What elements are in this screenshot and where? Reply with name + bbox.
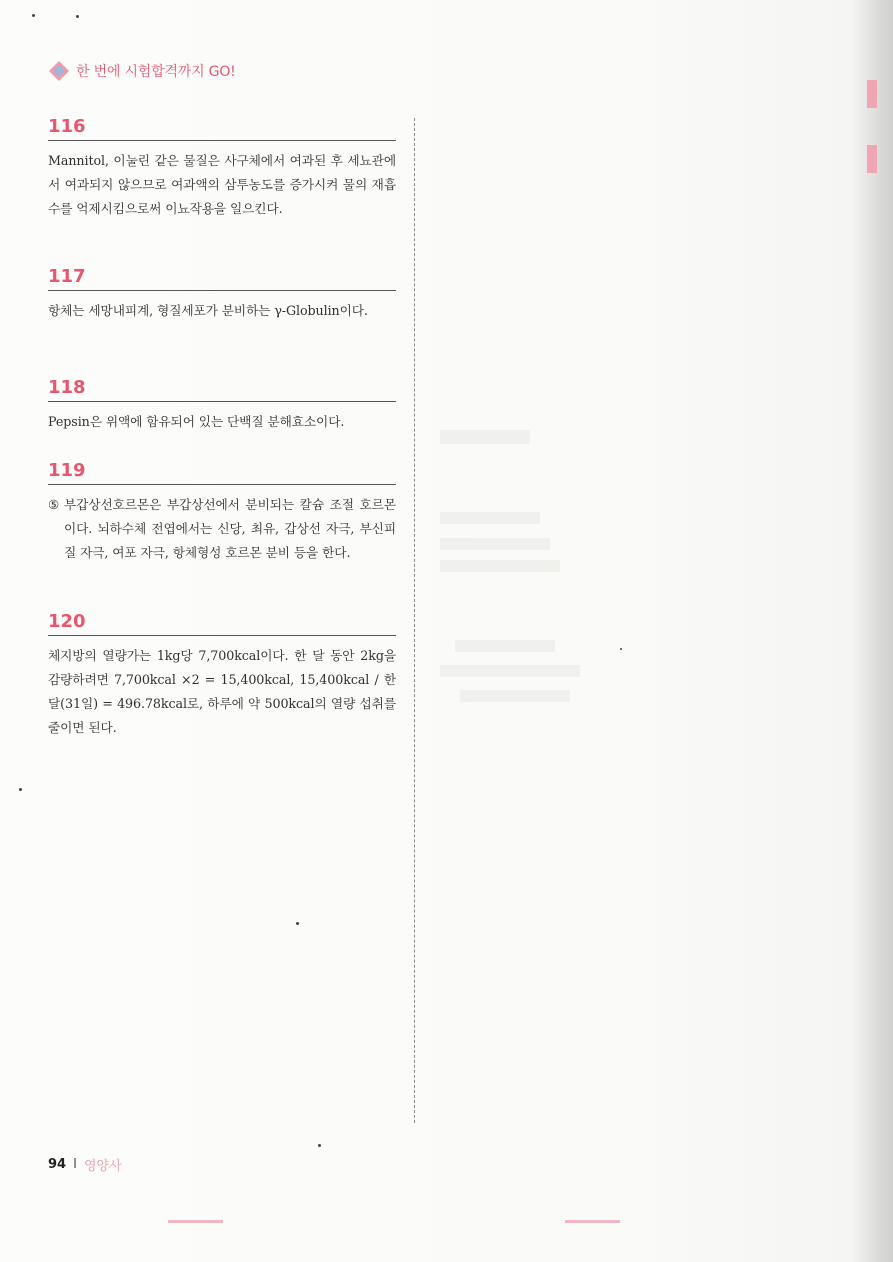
- question-rule: [48, 484, 396, 485]
- page-binding-shadow: [853, 0, 893, 1262]
- bleed-through-text: [440, 560, 560, 572]
- bleed-through-text: [460, 690, 570, 702]
- bleed-through-text: [440, 665, 580, 677]
- question-number: 119: [48, 460, 86, 481]
- question-number: 120: [48, 611, 86, 632]
- bleed-through-text: [455, 640, 555, 652]
- page-footer: [48, 1155, 122, 1174]
- answer-block-119: [48, 460, 396, 565]
- answer-block-120: [48, 611, 396, 740]
- answer-text: 항체는 세망내피계, 형질세포가 분비하는 γ-Globulin이다.: [48, 303, 368, 318]
- answer-text: Pepsin은 위액에 함유되어 있는 단백질 분해효소이다.: [48, 414, 345, 429]
- question-rule: [48, 401, 396, 402]
- answer-text: 체지방의 열량가는 1kg당 7,700kcal이다. 한 달 동안 2kg을 감량하려면 7,700kcal ×2 = 15,400kcal, 15,400kcal / 한 달(31일) = 496.78kcal로, 하루에 약 500kcal의 열량 섭취를 줄이면 된다.: [48, 648, 396, 735]
- question-rule: [48, 290, 396, 291]
- bleed-through-text: [440, 512, 540, 524]
- bleed-through-text: [440, 430, 530, 444]
- question-number: 118: [48, 377, 86, 398]
- question-number: 117: [48, 266, 86, 287]
- answer-text: Mannitol, 이눌린 같은 물질은 사구체에서 여과된 후 세뇨관에서 여과되지 않으므로 여과액의 삼투농도를 증가시켜 물의 재흡수를 억제시킴으로써 이뇨작용을 일으킨다.: [48, 153, 396, 216]
- bleed-through-text: [440, 538, 550, 550]
- footer-label: 영양사: [83, 1159, 122, 1174]
- question-rule: [48, 635, 396, 636]
- bleed-through-mark: [565, 1220, 620, 1223]
- answer-block-118: [48, 377, 396, 434]
- answer-choice-marker: ⑤: [48, 497, 60, 512]
- answer-text: 부갑상선호르몬은 부갑상선에서 분비되는 칼슘 조절 호르몬이다. 뇌하수체 전엽에서는 신당, 최유, 갑상선 자극, 부신피질 자극, 여포 자극, 항체형성 호르몬 분비 등을 한다.: [64, 497, 396, 560]
- footer-separator: I: [73, 1157, 77, 1172]
- answer-list-item: [48, 493, 396, 565]
- diamond-icon: [48, 60, 70, 82]
- answer-block-116: [48, 116, 396, 221]
- question-rule: [48, 140, 396, 141]
- header-title: 한 번에 시험합격까지 GO!: [76, 64, 236, 80]
- bleed-through-mark: [168, 1220, 223, 1223]
- answer-block-117: [48, 266, 396, 323]
- chapter-tab-marker: [867, 80, 877, 108]
- page-number: 94: [48, 1157, 67, 1172]
- chapter-tab-marker: [867, 145, 877, 173]
- column-divider: [414, 118, 415, 1123]
- question-number: 116: [48, 116, 86, 137]
- page-header: [48, 60, 236, 82]
